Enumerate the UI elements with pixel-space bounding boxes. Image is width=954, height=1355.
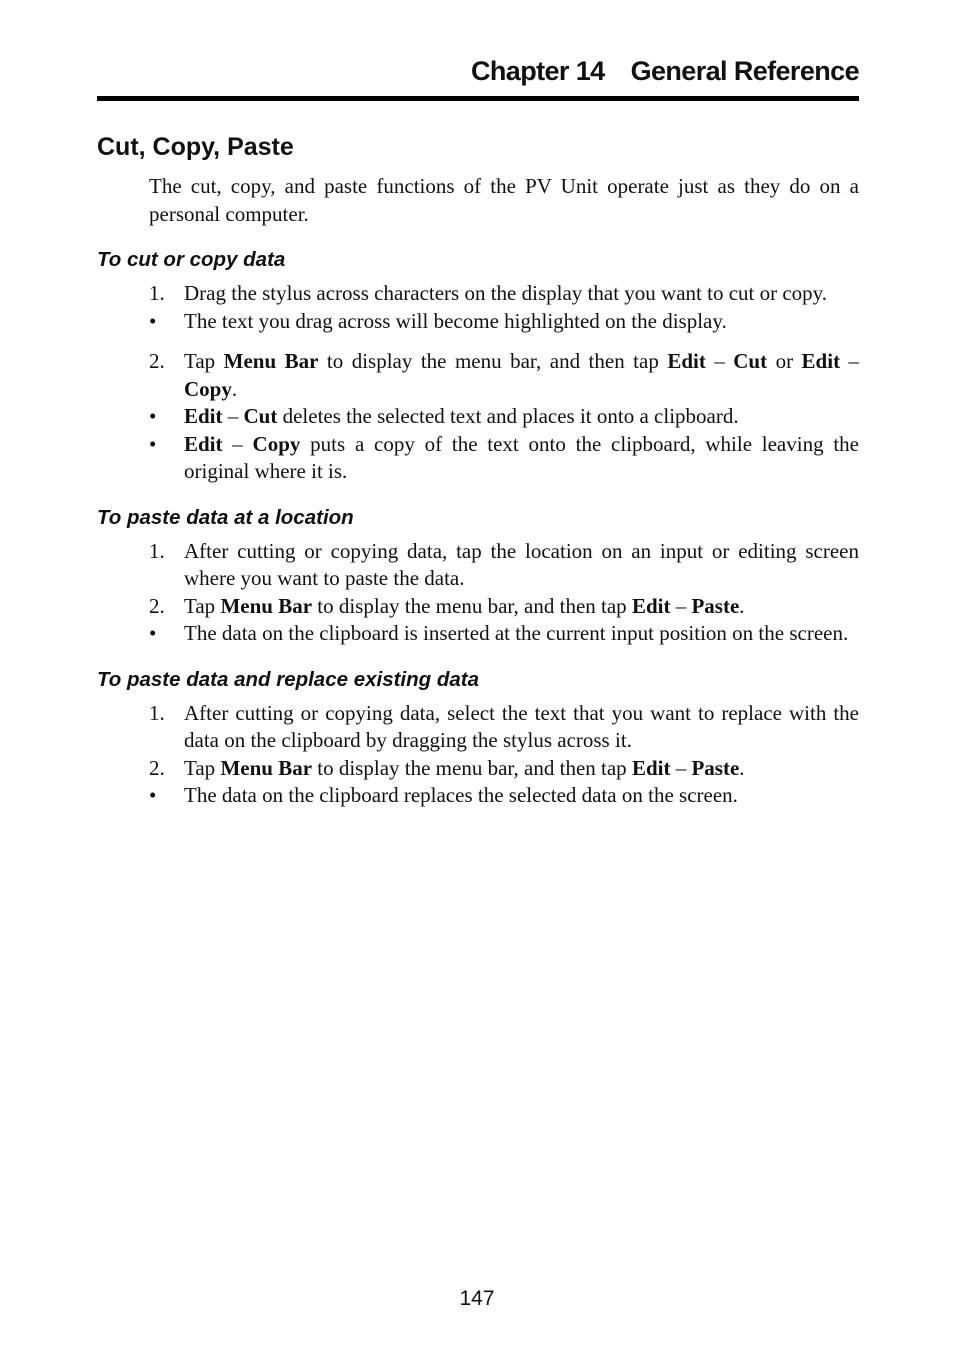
cut-term: Cut [733, 349, 768, 373]
list-item [97, 348, 859, 403]
step-number: 1. [149, 700, 165, 725]
section-intro: The cut, copy, and paste functions of the PV Unit operate just as they do on a personal computer. [149, 174, 859, 226]
step-text: After cutting or copying data, select the text that you want to replace with the data on the clipboard by dragging the stylus across it. [184, 700, 859, 752]
paste-replace-list [97, 700, 859, 810]
bullet-text: The data on the clipboard is inserted at the current input position on the screen. [184, 621, 849, 645]
bullet-icon: • [149, 308, 157, 333]
page-header [97, 56, 859, 87]
chapter-title: General Reference [630, 56, 859, 86]
page-number: 147 [459, 1287, 495, 1310]
chapter-label: Chapter 14 [471, 56, 605, 86]
bullet-text: Edit – Copy puts a copy of the text onto the clipboard, while leaving the original where it is. [184, 431, 860, 483]
list-item [97, 700, 859, 755]
subheading-paste-location: To paste data at a location [97, 505, 354, 529]
bullet-icon: • [149, 404, 157, 428]
subheading-cut-copy: To cut or copy data [97, 248, 286, 271]
step-number: 1. [149, 281, 165, 305]
bullet-text: The data on the clipboard replaces the selected data on the screen. [184, 783, 738, 807]
list-item [97, 538, 859, 593]
bullet-text: Edit – Cut deletes the selected text and places it onto a clipboard. [184, 404, 739, 428]
bullet-icon: • [149, 783, 157, 807]
step-number: 1. [149, 538, 165, 563]
list-item [97, 280, 859, 308]
step-text: Drag the stylus across characters on the display that you want to cut or copy. [184, 281, 828, 305]
list-item [97, 431, 859, 486]
list-item [97, 782, 859, 810]
step-number: 2. [149, 593, 165, 618]
step-text: Tap Menu Bar to display the menu bar, and then tap Edit – Paste. [184, 755, 745, 780]
step-number: 2. [149, 755, 165, 780]
edit-term: Edit [667, 349, 706, 373]
list-item [97, 403, 859, 431]
copy-term: Copy [184, 376, 232, 401]
subheading-paste-replace: To paste data and replace existing data [97, 667, 480, 691]
page-content [97, 130, 859, 810]
cut-copy-list [97, 280, 859, 486]
step-text: Tap Menu Bar to display the menu bar, and then tap Edit – Cut or Edit – Copy. [184, 349, 860, 401]
list-item [97, 308, 859, 336]
header-rule [97, 96, 859, 101]
list-item [97, 755, 859, 783]
paste-location-list [97, 538, 859, 648]
step-text: After cutting or copying data, tap the location on an input or editing screen where you want to paste the data. [184, 538, 859, 590]
edit-term: Edit [801, 349, 841, 373]
step-text: Tap Menu Bar to display the menu bar, and then tap Edit – Paste. [184, 593, 745, 618]
bullet-icon: • [149, 621, 157, 645]
section-title: Cut, Copy, Paste [97, 133, 294, 161]
step-number: 2. [149, 349, 165, 373]
list-item [97, 620, 859, 648]
list-item [97, 593, 859, 621]
bullet-text: The text you drag across will become highlighted on the display. [184, 308, 727, 333]
bullet-icon: • [149, 431, 157, 456]
menu-bar-term: Menu Bar [223, 349, 319, 373]
